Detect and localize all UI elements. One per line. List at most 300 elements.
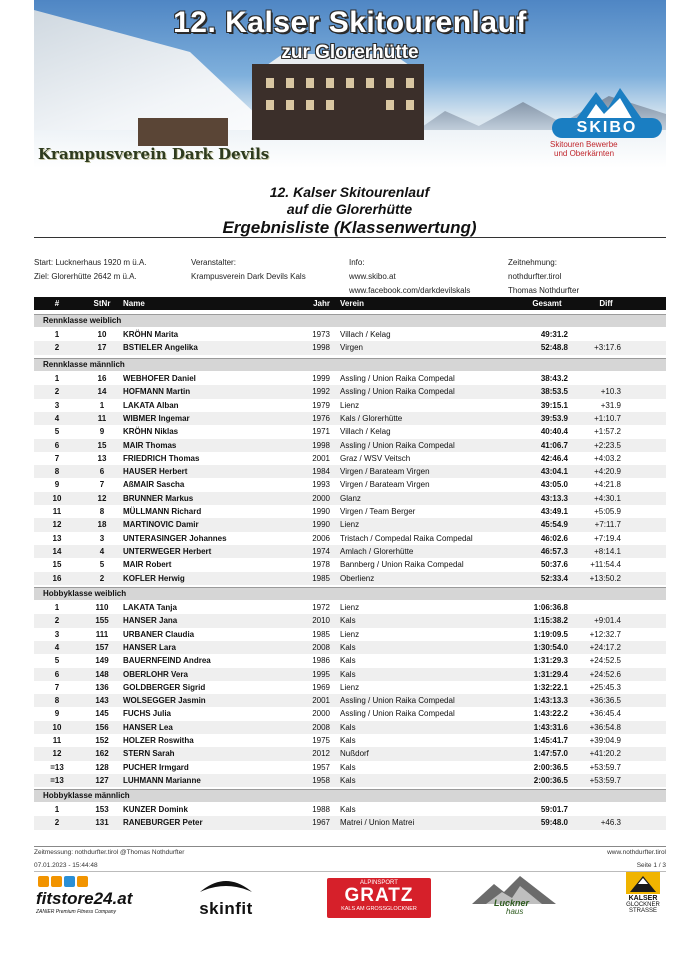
table-cell: Lienz bbox=[340, 629, 360, 639]
table-cell: +53:59.7 bbox=[589, 762, 621, 772]
table-row bbox=[34, 816, 666, 829]
table-cell: Kals bbox=[340, 805, 356, 814]
table-cell: WIBMER Ingemar bbox=[123, 413, 190, 423]
table-cell: 1:43:31.6 bbox=[533, 722, 568, 732]
table-cell: 14 bbox=[52, 546, 62, 556]
table-cell: 1986 bbox=[312, 656, 330, 666]
table-cell: =13 bbox=[50, 775, 64, 785]
table-cell: 1976 bbox=[312, 413, 330, 423]
table-cell: +41:20.2 bbox=[589, 749, 621, 759]
table-cell: =13 bbox=[50, 762, 64, 772]
table-cell: 3 bbox=[54, 400, 60, 410]
luckner-word-2: haus bbox=[506, 907, 524, 916]
table-cell: HOLZER Roswitha bbox=[123, 736, 194, 745]
event-banner bbox=[34, 0, 666, 168]
table-cell: 2000 bbox=[312, 493, 330, 503]
col-stnr: StNr bbox=[93, 299, 111, 308]
table-cell: 46:02.6 bbox=[540, 533, 568, 543]
table-cell: UNTERASINGER Johannes bbox=[123, 533, 227, 543]
footer-website[interactable]: www.nothdurfter.tirol bbox=[607, 849, 666, 856]
kalser-mountain-icon bbox=[626, 872, 660, 894]
footer-rule-2 bbox=[34, 871, 666, 872]
info-zeit-web[interactable]: nothdurfter.tirol bbox=[508, 272, 562, 281]
table-cell: 12 bbox=[52, 749, 62, 759]
table-row bbox=[34, 761, 666, 774]
table-cell: 128 bbox=[95, 762, 109, 772]
table-cell: +1:57.2 bbox=[594, 427, 621, 437]
col-verein: Verein bbox=[340, 299, 365, 308]
table-cell: 38:43.2 bbox=[540, 374, 568, 383]
table-cell: KUNZER Domink bbox=[123, 805, 188, 814]
table-cell: Lienz bbox=[340, 682, 360, 692]
gratz-wordmark: GRATZ bbox=[344, 885, 414, 906]
table-cell: 41:06.7 bbox=[540, 440, 568, 450]
table-cell: 13 bbox=[52, 533, 62, 543]
table-cell: UNTERWEGER Herbert bbox=[123, 546, 212, 556]
table-cell: 1975 bbox=[312, 736, 330, 745]
fitstore-icons bbox=[38, 876, 136, 887]
footer-timing: Zeitmessung: nothdurfter.tirol @Thomas Nothdurfter bbox=[34, 849, 185, 856]
table-cell: 1993 bbox=[312, 480, 330, 490]
table-cell: 43:04.1 bbox=[540, 467, 568, 477]
table-row: 1 10 KRÖHN Marita 1973 Villach / Kelag 49:31.2 bbox=[54, 330, 568, 339]
footer-rule bbox=[34, 846, 666, 847]
table-row bbox=[34, 641, 666, 654]
table-cell: MÜLLMANN Richard bbox=[123, 507, 202, 516]
table-cell: 9 bbox=[54, 709, 60, 719]
info-link-skibo[interactable]: www.skibo.at bbox=[349, 272, 396, 281]
table-cell: 2001 bbox=[312, 696, 330, 706]
table-cell: +4:30.1 bbox=[594, 493, 621, 503]
fitstore-wordmark: fitstore24.at bbox=[36, 889, 133, 908]
table-cell: 2008 bbox=[312, 722, 330, 732]
table-cell: 10 bbox=[52, 493, 62, 503]
info-links bbox=[349, 256, 470, 298]
info-zeit-label: Zeitnehmung: bbox=[508, 258, 557, 267]
table-cell: 1957 bbox=[312, 762, 330, 772]
info-ziel: Ziel: Glorerhütte 2642 m ü.A. bbox=[34, 272, 137, 281]
table-cell: 2:00:36.5 bbox=[533, 762, 568, 772]
table-cell: Kals bbox=[340, 616, 356, 626]
table-row bbox=[34, 601, 666, 614]
table-cell: FRIEDRICH Thomas bbox=[123, 453, 200, 463]
table-cell: Virgen / Barateam Virgen bbox=[340, 467, 430, 477]
table-cell: 39:53.9 bbox=[540, 413, 568, 423]
banner-title: 12. Kalser Skitourenlauf bbox=[173, 6, 527, 39]
sport-icon bbox=[38, 876, 49, 887]
skibo-logo bbox=[544, 86, 666, 162]
table-cell: HANSER Lara bbox=[123, 642, 176, 652]
table-cell: 6 bbox=[54, 440, 60, 450]
table-cell: 15 bbox=[97, 440, 107, 450]
table-cell: 1992 bbox=[312, 387, 330, 397]
table-cell: Kals bbox=[340, 722, 356, 732]
table-cell: 1:45:41.7 bbox=[533, 736, 568, 745]
table-cell: +12:32.7 bbox=[589, 629, 621, 639]
table-row: 2 17 BSTIELER Angelika 1998 Virgen 52:48.8 +3:17.6 bbox=[34, 341, 666, 354]
table-cell: 5 bbox=[54, 656, 60, 666]
table-cell: HOFMANN Martin bbox=[123, 387, 191, 397]
info-zeit-name: Thomas Nothdurfter bbox=[508, 286, 580, 295]
table-row bbox=[34, 452, 666, 465]
table-cell: GOLDBERGER Sigrid bbox=[123, 682, 206, 692]
table-cell: Lienz bbox=[340, 520, 360, 530]
table-cell: 59:01.7 bbox=[540, 805, 568, 814]
table-cell: 52:33.4 bbox=[540, 573, 568, 583]
doc-title-line-2: auf die Glorerhütte bbox=[286, 201, 413, 217]
table-cell: 3 bbox=[54, 629, 60, 639]
table-cell: 153 bbox=[95, 805, 109, 814]
table-cell: 1:06:36.8 bbox=[533, 603, 568, 612]
results-table-header bbox=[34, 297, 666, 310]
info-veranstalter bbox=[191, 256, 306, 284]
table-cell: FUCHS Julia bbox=[123, 709, 172, 719]
sponsor-gratz bbox=[327, 878, 431, 918]
table-cell: +2:23.5 bbox=[594, 440, 621, 450]
fitstore-sub: ZANIER Premium Fitness Company bbox=[36, 909, 117, 915]
table-cell: HANSER Lea bbox=[123, 722, 173, 732]
table-cell: Assling / Union Raika Compedal bbox=[340, 374, 455, 383]
table-cell: 10 bbox=[52, 722, 62, 732]
table-cell: 148 bbox=[95, 669, 109, 679]
table-cell: WOLSEGGER Jasmin bbox=[123, 696, 206, 706]
table-cell: KOFLER Herwig bbox=[123, 573, 185, 583]
table-cell: 162 bbox=[95, 749, 109, 759]
sponsor-lucknerhaus bbox=[472, 876, 556, 922]
table-cell: Bannberg / Union Raika Compedal bbox=[340, 560, 464, 570]
table-row bbox=[34, 532, 666, 545]
table-cell: 2 bbox=[54, 616, 60, 626]
table-cell: 12 bbox=[97, 493, 107, 503]
table-cell: 110 bbox=[95, 603, 109, 612]
table-cell: 5 bbox=[99, 560, 105, 570]
gratz-top: ALPINSPORT bbox=[360, 880, 398, 886]
table-cell: 1:30:54.0 bbox=[533, 642, 568, 652]
skibo-tagline-2: und Oberkärnten bbox=[554, 149, 615, 158]
table-cell: 1967 bbox=[312, 818, 330, 828]
table-row bbox=[34, 558, 666, 571]
table-cell: RANEBURGER Peter bbox=[123, 818, 203, 828]
table-cell: 1:31:29.4 bbox=[533, 669, 568, 679]
table-cell: 1958 bbox=[312, 775, 330, 785]
footer-page: Seite 1 / 3 bbox=[636, 862, 666, 869]
table-cell: +5:05.9 bbox=[594, 507, 621, 516]
table-cell: 8 bbox=[99, 507, 105, 516]
info-start-ziel bbox=[34, 256, 147, 284]
table-cell: 46:57.3 bbox=[540, 546, 568, 556]
table-cell: 42:46.4 bbox=[540, 453, 568, 463]
table-cell: Graz / WSV Veitsch bbox=[340, 453, 411, 463]
table-cell: 40:40.4 bbox=[540, 427, 568, 437]
table-cell: +4:03.2 bbox=[594, 453, 621, 463]
table-cell: 43:05.0 bbox=[540, 480, 568, 490]
table-cell: 1:19:09.5 bbox=[533, 629, 568, 639]
table-cell: LAKATA Alban bbox=[123, 400, 179, 410]
table-cell: 15 bbox=[52, 560, 62, 570]
table-cell: 136 bbox=[95, 682, 109, 692]
table-row bbox=[34, 734, 666, 747]
table-cell: 1 bbox=[99, 400, 105, 410]
table-cell: 2:00:36.5 bbox=[533, 775, 568, 785]
table-cell: Kals bbox=[340, 762, 356, 772]
table-cell: 1999 bbox=[312, 374, 330, 383]
gratz-sub: KALS AM GROSSGLOCKNER bbox=[341, 906, 417, 912]
table-cell: +4:20.9 bbox=[594, 467, 621, 477]
info-zeitnehmung bbox=[508, 256, 579, 298]
table-cell: +36:54.8 bbox=[589, 722, 621, 732]
table-row bbox=[34, 399, 666, 412]
table-cell: 4 bbox=[54, 642, 60, 652]
table-row bbox=[34, 465, 666, 478]
table-cell: KRÖHN Niklas bbox=[123, 427, 179, 437]
table-cell: 127 bbox=[95, 775, 109, 785]
table-cell: 38:53.5 bbox=[540, 387, 568, 397]
table-cell: 149 bbox=[95, 656, 109, 666]
table-cell: 7 bbox=[99, 480, 105, 490]
table-cell: 157 bbox=[95, 642, 109, 652]
sponsor-fitstore24 bbox=[36, 876, 136, 922]
table-cell: 1978 bbox=[312, 560, 330, 570]
kalser-word-3: STRASSE bbox=[628, 908, 657, 914]
sponsor-kalser-glocknerstrasse bbox=[622, 872, 664, 924]
table-cell: Glanz bbox=[340, 493, 361, 503]
skinfit-swoosh-icon bbox=[196, 876, 256, 894]
title-rule bbox=[34, 237, 666, 238]
table-row bbox=[34, 478, 666, 491]
section-header: Rennklasse männlich bbox=[34, 358, 666, 371]
table-cell: 8 bbox=[54, 696, 60, 706]
table-cell: 4 bbox=[99, 546, 105, 556]
col-diff: Diff bbox=[599, 299, 613, 308]
table-cell: +7:19.4 bbox=[594, 533, 621, 543]
table-cell: Villach / Kelag bbox=[340, 427, 391, 437]
table-cell: Matrei / Union Matrei bbox=[340, 818, 415, 828]
table-cell: Kals bbox=[340, 669, 356, 679]
table-cell: +11:54.4 bbox=[590, 560, 621, 570]
table-row bbox=[34, 707, 666, 720]
table-cell: 11 bbox=[97, 413, 107, 423]
table-cell: 1990 bbox=[312, 507, 330, 516]
table-cell: +39:04.9 bbox=[589, 736, 621, 745]
kalser-word-2: GLOCKNER bbox=[626, 902, 660, 908]
table-cell: 1985 bbox=[312, 573, 330, 583]
table-row bbox=[34, 654, 666, 667]
table-cell: PUCHER Irmgard bbox=[123, 762, 189, 772]
table-cell: 1974 bbox=[312, 546, 330, 556]
table-cell: Kals bbox=[340, 775, 356, 785]
table-cell: MARTINOVIC Damir bbox=[123, 520, 199, 530]
table-cell: 1984 bbox=[312, 467, 330, 477]
table-cell: 59:48.0 bbox=[540, 818, 568, 828]
section-header: Hobbyklasse männlich bbox=[34, 789, 666, 802]
table-cell: Virgen / Team Berger bbox=[340, 507, 416, 516]
table-cell: Assling / Union Raika Compedal bbox=[340, 387, 455, 397]
table-cell: 2008 bbox=[312, 642, 330, 652]
table-row bbox=[34, 668, 666, 681]
table-cell: +10.3 bbox=[600, 387, 621, 397]
info-link-facebook[interactable]: www.facebook.com/darkdevilskals bbox=[349, 286, 471, 295]
table-cell: 6 bbox=[99, 467, 105, 477]
table-row bbox=[34, 628, 666, 641]
table-cell: AßMAIR Sascha bbox=[123, 480, 185, 490]
table-cell: +9:01.4 bbox=[594, 616, 621, 626]
table-cell: Nußdorf bbox=[340, 749, 369, 759]
table-cell: 18 bbox=[97, 520, 107, 530]
table-row bbox=[34, 681, 666, 694]
table-cell: 4 bbox=[54, 413, 60, 423]
skinfit-wordmark: skinfit bbox=[199, 899, 253, 918]
table-cell: 1972 bbox=[312, 603, 330, 612]
table-cell: 2001 bbox=[312, 453, 330, 463]
table-row bbox=[34, 412, 666, 425]
table-row bbox=[34, 439, 666, 452]
table-cell: +24:17.2 bbox=[589, 642, 621, 652]
doc-title-line-1: 12. Kalser Skitourenlauf bbox=[269, 184, 430, 200]
table-cell: +8:14.1 bbox=[594, 546, 621, 556]
info-veranstalter-value: Krampusverein Dark Devils Kals bbox=[191, 272, 306, 281]
table-cell: Tristach / Compedal Raika Compedal bbox=[340, 533, 473, 543]
table-cell: 1990 bbox=[312, 520, 330, 530]
table-cell: Kals bbox=[340, 656, 356, 666]
table-cell: 1:43:22.2 bbox=[533, 709, 568, 719]
table-cell: 2006 bbox=[312, 533, 330, 543]
table-cell: 45:54.9 bbox=[540, 520, 568, 530]
table-cell: 1:15:38.2 bbox=[533, 616, 568, 626]
table-cell: 1969 bbox=[312, 682, 330, 692]
skibo-mountain-icon bbox=[574, 86, 644, 122]
table-cell: +31.9 bbox=[600, 400, 621, 410]
table-cell: 16 bbox=[52, 573, 62, 583]
info-label: Info: bbox=[349, 258, 365, 267]
table-cell: 131 bbox=[95, 818, 109, 828]
table-cell: +36:45.4 bbox=[589, 709, 621, 719]
table-cell: HANSER Jana bbox=[123, 616, 178, 626]
table-cell: 13 bbox=[97, 453, 107, 463]
table-cell: +4:21.8 bbox=[594, 480, 621, 490]
table-cell: +1:10.7 bbox=[594, 413, 621, 423]
table-cell: +36:36.5 bbox=[589, 696, 621, 706]
table-cell: +7:11.7 bbox=[594, 520, 621, 530]
col-name: Name bbox=[123, 299, 145, 308]
table-row bbox=[34, 385, 666, 398]
table-row bbox=[34, 572, 666, 585]
table-cell: Virgen / Barateam Virgen bbox=[340, 480, 430, 490]
sport-icon bbox=[51, 876, 62, 887]
table-row bbox=[34, 492, 666, 505]
table-cell: 43:13.3 bbox=[540, 493, 568, 503]
table-cell: 1979 bbox=[312, 400, 330, 410]
table-cell: 152 bbox=[95, 736, 109, 745]
table-cell: +24:52.6 bbox=[589, 669, 621, 679]
table-cell: 14 bbox=[97, 387, 107, 397]
table-cell: +24:52.5 bbox=[589, 656, 621, 666]
banner-subtitle: zur Glorerhütte bbox=[281, 42, 419, 63]
table-cell: Lienz bbox=[340, 400, 360, 410]
table-cell: 1 bbox=[54, 374, 60, 383]
table-cell: 156 bbox=[95, 722, 109, 732]
table-row bbox=[34, 694, 666, 707]
table-cell: 1 bbox=[54, 603, 60, 612]
table-row bbox=[34, 747, 666, 760]
banner-shed bbox=[138, 118, 228, 146]
table-cell: Lienz bbox=[340, 603, 360, 612]
table-row bbox=[34, 545, 666, 558]
table-cell: URBANER Claudia bbox=[123, 629, 195, 639]
table-cell: LAKATA Tanja bbox=[123, 603, 177, 612]
table-cell: 9 bbox=[54, 480, 60, 490]
table-cell: 11 bbox=[52, 507, 62, 516]
table-cell: 1985 bbox=[312, 629, 330, 639]
sponsor-skinfit bbox=[186, 876, 266, 922]
table-cell: 2010 bbox=[312, 616, 330, 626]
sport-icon bbox=[64, 876, 75, 887]
table-cell: 50:37.6 bbox=[540, 560, 568, 570]
table-cell: +25:45.3 bbox=[589, 682, 621, 692]
table-row bbox=[34, 425, 666, 438]
table-cell: 6 bbox=[54, 669, 60, 679]
table-cell: 3 bbox=[99, 533, 105, 543]
table-cell: MAIR Robert bbox=[123, 560, 172, 570]
table-cell: Assling / Union Raika Compedal bbox=[340, 709, 455, 719]
banner-hut bbox=[252, 64, 424, 140]
table-cell: 7 bbox=[54, 453, 60, 463]
banner-club-name: Krampusverein Dark Devils bbox=[38, 145, 270, 163]
table-cell: 1971 bbox=[312, 427, 330, 437]
table-cell: 16 bbox=[97, 374, 107, 383]
table-cell: HAUSER Herbert bbox=[123, 467, 188, 477]
table-cell: 7 bbox=[54, 682, 60, 692]
table-cell: 1998 bbox=[312, 440, 330, 450]
table-cell: 1:31:29.3 bbox=[533, 656, 568, 666]
table-cell: WEBHOFER Daniel bbox=[123, 374, 196, 383]
table-cell: 155 bbox=[95, 616, 109, 626]
table-row bbox=[34, 774, 666, 787]
table-row bbox=[34, 518, 666, 531]
doc-title-line-3: Ergebnisliste (Klassenwertung) bbox=[222, 218, 477, 237]
table-cell: Oberlienz bbox=[340, 573, 375, 583]
table-cell: 43:49.1 bbox=[540, 507, 568, 516]
table-row bbox=[34, 505, 666, 518]
table-cell: 1988 bbox=[312, 805, 330, 814]
table-cell: STERN Sarah bbox=[123, 749, 175, 759]
table-cell: 1:32:22.1 bbox=[533, 682, 568, 692]
col-gesamt: Gesamt bbox=[532, 299, 562, 308]
table-cell: Amlach / Glorerhütte bbox=[340, 546, 414, 556]
table-cell: BRUNNER Markus bbox=[123, 493, 194, 503]
table-cell: 2012 bbox=[312, 749, 330, 759]
section-header: Hobbyklasse weiblich bbox=[34, 587, 666, 600]
table-cell: 8 bbox=[54, 467, 60, 477]
table-cell: 143 bbox=[95, 696, 109, 706]
table-cell: MAIR Thomas bbox=[123, 440, 177, 450]
table-cell: 145 bbox=[95, 709, 109, 719]
skibo-tagline-1: Skitouren Bewerbe bbox=[550, 140, 618, 149]
table-cell: 11 bbox=[52, 736, 62, 745]
kalser-word-1: KALSER bbox=[628, 895, 658, 902]
table-cell: OBERLOHR Vera bbox=[123, 669, 188, 679]
table-cell: 39:15.1 bbox=[540, 400, 568, 410]
table-cell: +46.3 bbox=[600, 818, 621, 828]
table-cell: +13:50.2 bbox=[589, 573, 621, 583]
info-start: Start: Lucknerhaus 1920 m ü.A. bbox=[34, 258, 147, 267]
table-cell: BAUERNFEIND Andrea bbox=[123, 656, 211, 666]
table-cell: 12 bbox=[52, 520, 62, 530]
luckner-word-1: Luckner bbox=[494, 898, 530, 908]
section-header: Rennklasse weiblich bbox=[34, 314, 666, 327]
table-cell: Kals bbox=[340, 642, 356, 652]
table-cell: 2000 bbox=[312, 709, 330, 719]
table-row bbox=[34, 614, 666, 627]
